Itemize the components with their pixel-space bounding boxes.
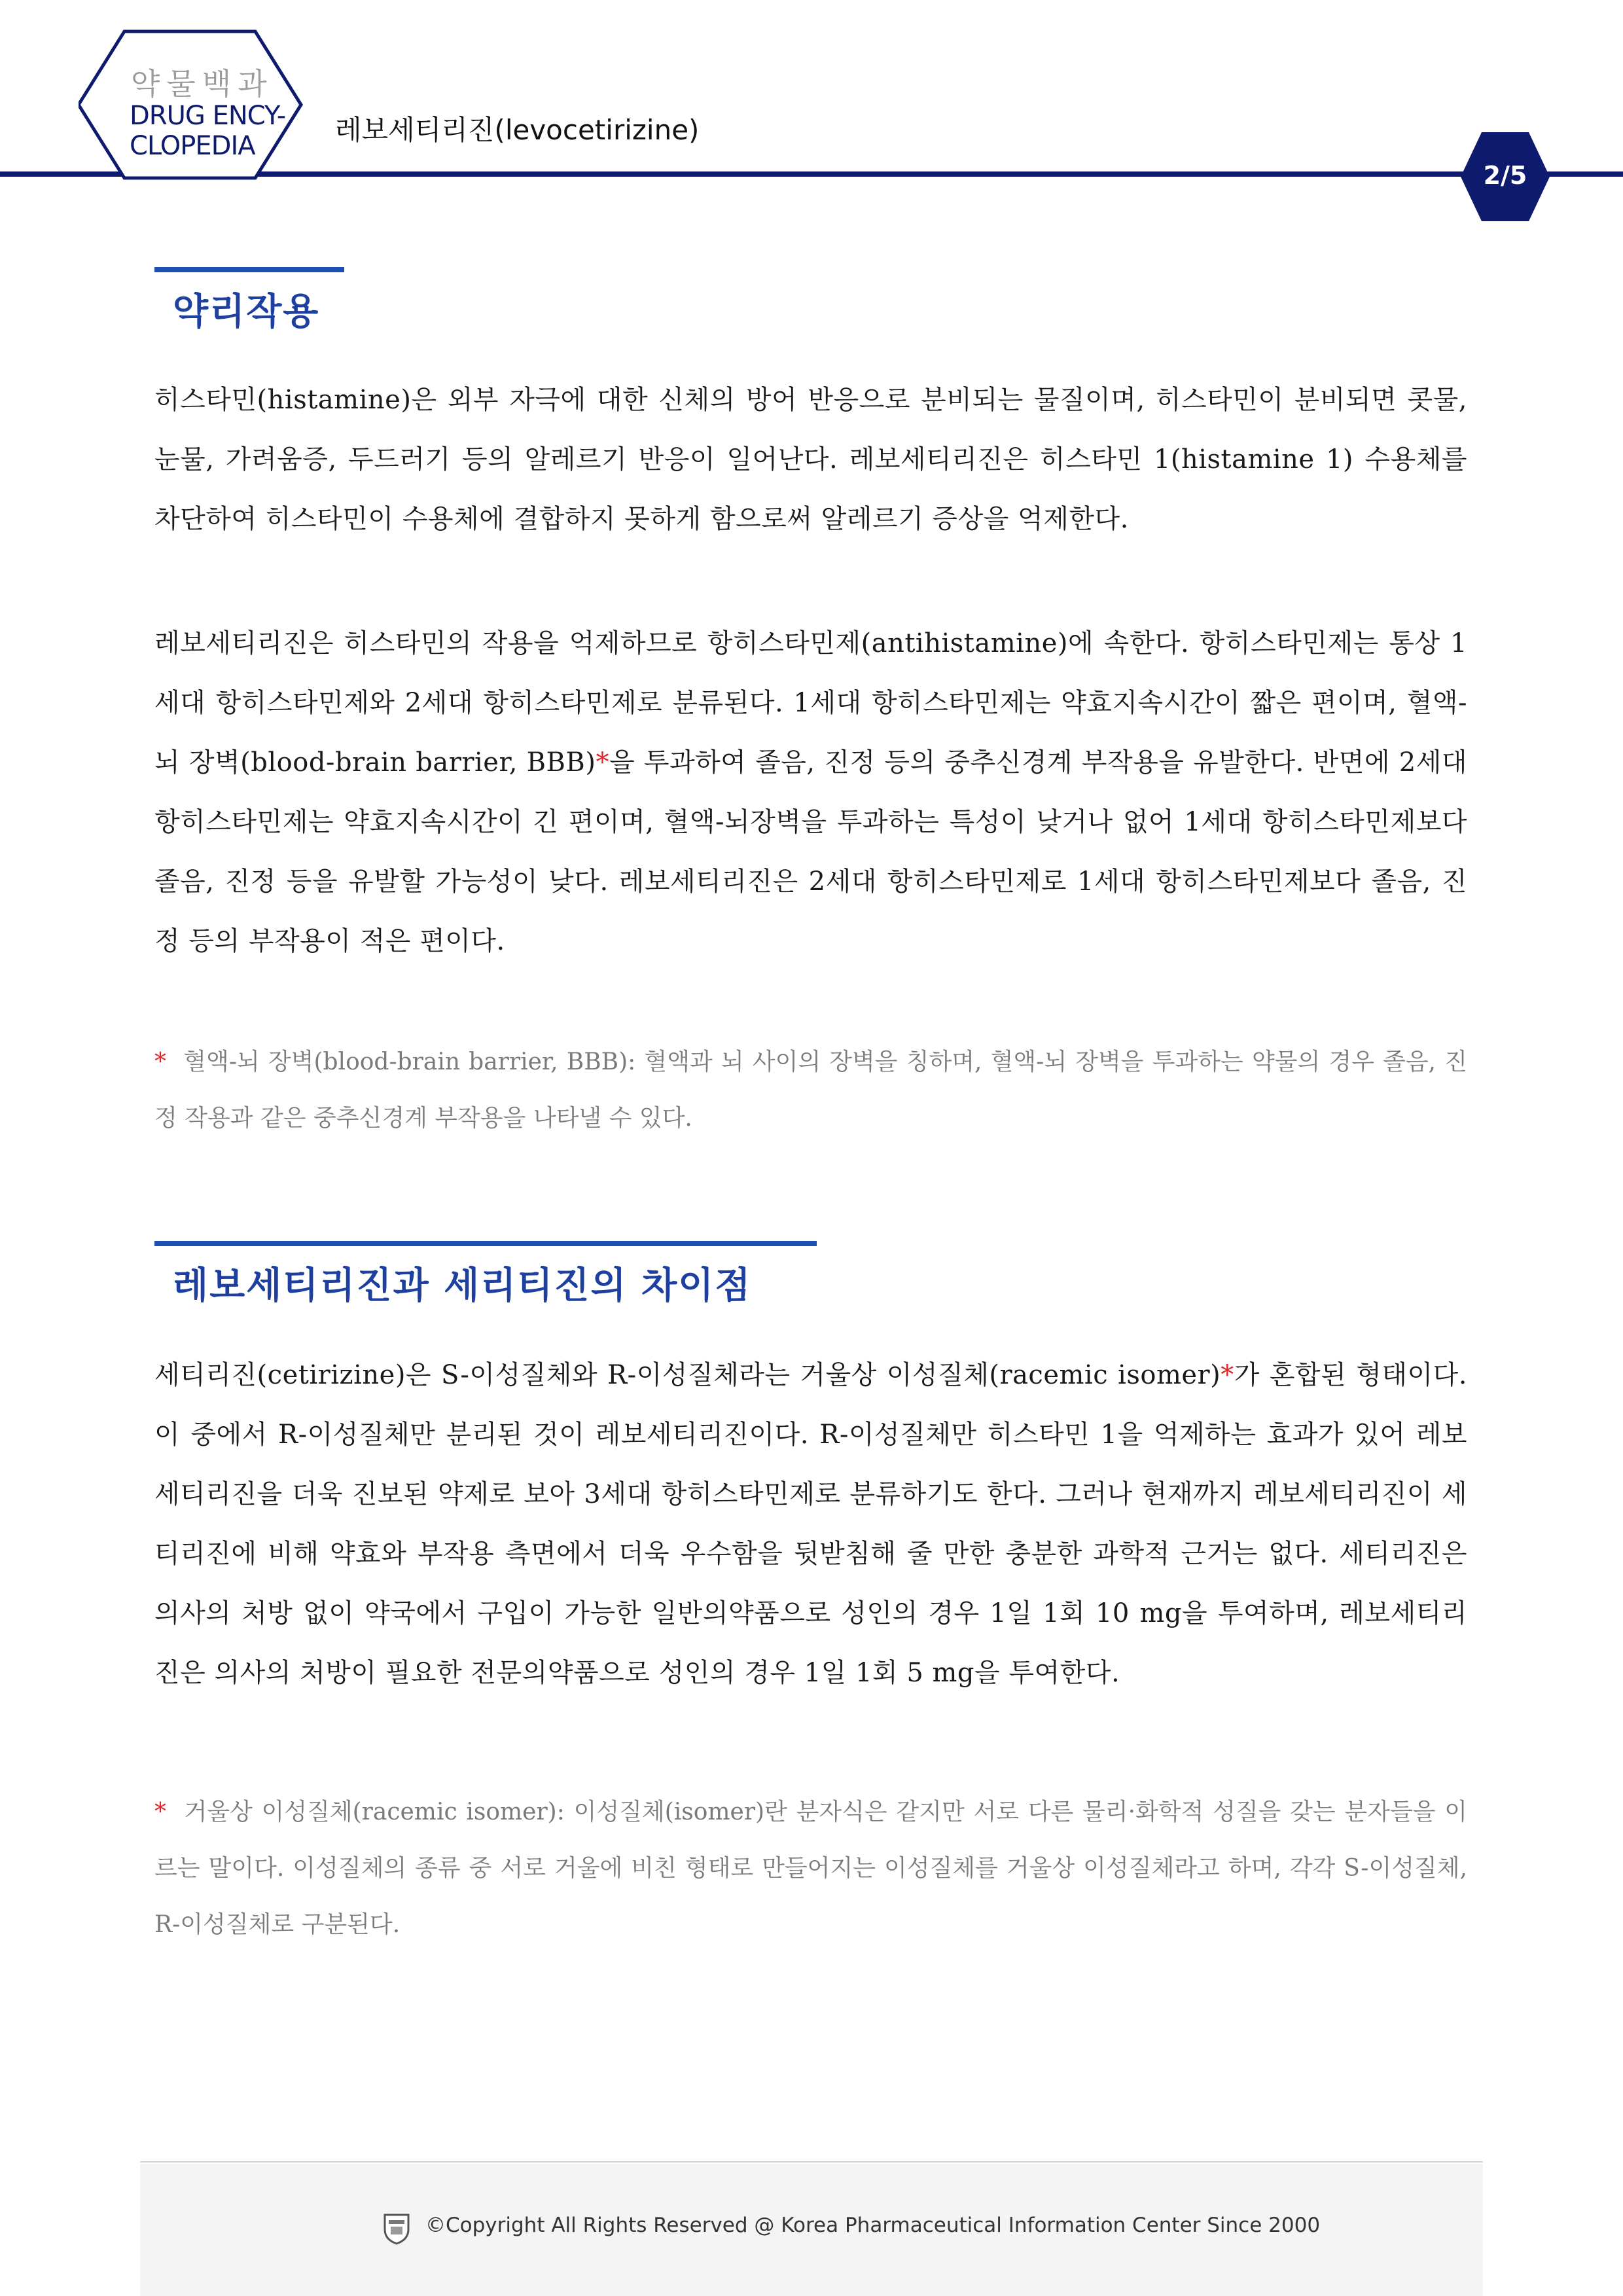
document-title: 레보세티리진(levocetirizine)	[335, 114, 700, 146]
footnote-bbb-text: 혈액-뇌 장벽(blood-brain barrier, BBB): 혈액과 뇌 사이의 장벽을 칭하며, 혈액-뇌 장벽을 투과하는 약물의 경우 졸음, 진정 작용과 같은 중추신경계 부작용을 나타낼 수 있다.	[154, 1049, 1468, 1132]
paragraph-antihistamine-part2: 을 투과하여 졸음, 진정 등의 중추신경계 부작용을 유발한다. 반면에 2세대 항히스타민제는 약효지속시간이 긴 편이며, 혈액-뇌장벽을 투과하는 특성이 낮거나 없어 1세대 항히스타민제보다 졸음, 진정 등을 유발할 가능성이 낮다. 레보세티리진은 2세대 항히스타민제로 1세대 항히스타민제보다 졸음, 진정 등의 부작용이 적은 편이다.	[154, 747, 1467, 956]
footnote-marker-bbb: *	[596, 747, 609, 778]
paragraph-histamine: 히스타민(histamine)은 외부 자극에 대한 신체의 방어 반응으로 분비되는 물질이며, 히스타민이 분비되면 콧물, 눈물, 가려움증, 두드러기 등의 알레르기 반응이 일어난다. 레보세티리진은 히스타민 1(histamine 1) 수용체를 차단하여 히스타민이 수용체에 결합하지 못하게 함으로써 알레르기 증상을 억제한다.	[154, 385, 1467, 534]
footnote-racemic-star: *	[154, 1799, 166, 1825]
paragraph-antihistamine-part1: 레보세티리진은 히스타민의 작용을 억제하므로 항히스타민제(antihistamine)에 속한다. 항히스타민제는 통상 1세대 항히스타민제와 2세대 항히스타민제로 분류된다. 1세대 항히스타민제는 약효지속시간이 짧은 편이며, 혈액-뇌 장벽(blood-brain barrier, BBB)	[154, 628, 1467, 778]
footnote-bbb-star: *	[154, 1049, 166, 1075]
paragraph-cetirizine	[154, 1346, 1467, 1703]
paragraph-cetirizine-part1: 세티리진(cetirizine)은 S-이성질체와 R-이성질체라는 거울상 이성질체(racemic isomer)	[154, 1360, 1221, 1390]
section-title-difference: 레보세티리진과 세리티진의 차이점	[173, 1265, 752, 1307]
logo-english-line1: DRUG ENCY-	[130, 101, 286, 131]
logo-english-line2: CLOPEDIA	[130, 131, 255, 161]
footnote-bbb	[154, 1034, 1467, 1147]
footer-rule	[140, 2161, 1483, 2162]
section-title-pharmacology: 약리작용	[173, 291, 320, 333]
paragraph-cetirizine-part2: 가 혼합된 형태이다. 이 중에서 R-이성질체만 분리된 것이 레보세티리진이다. R-이성질체만 히스타민 1을 억제하는 효과가 있어 레보세티리진을 더욱 진보된 약제로 보아 3세대 항히스타민제로 분류하기도 한다. 그러나 현재까지 레보세티리진이 세티리진에 비해 약효와 부작용 측면에서 더욱 우수함을 뒷받침해 줄 만한 충분한 과학적 근거는 없다. 세티리진은 의사의 처방 없이 약국에서 구입이 가능한 일반의약품으로 성인의 경우 1일 1회 10 mg을 투여하며, 레보세티리진은 의사의 처방이 필요한 전문의약품으로 성인의 경우 1일 1회 5 mg을 투여한다.	[154, 1360, 1468, 1688]
paragraph-antihistamine	[154, 614, 1467, 971]
page-number: 2/5	[1483, 161, 1527, 190]
logo-english-text	[130, 101, 300, 161]
footnote-marker-racemic: *	[1221, 1360, 1234, 1390]
section-bar-pharmacology	[154, 267, 344, 272]
footer-copyright: ©Copyright All Rights Reserved @ Korea Pharmaceutical Information Center Since 2000	[425, 2214, 1321, 2237]
crest-logo-icon	[382, 2212, 411, 2245]
logo-badge	[79, 26, 314, 183]
logo-korean-text: 약물백과	[131, 66, 274, 101]
section-bar-difference	[154, 1241, 817, 1246]
footnote-racemic	[154, 1784, 1467, 1953]
page-number-badge	[1459, 131, 1551, 223]
footnote-racemic-text: 거울상 이성질체(racemic isomer): 이성질체(isomer)란 분자식은 같지만 서로 다른 물리·화학적 성질을 갖는 분자들을 이르는 말이다. 이성질체의 종류 중 서로 거울에 비친 형태로 만들어지는 이성질체를 거울상 이성질체라고 하며, 각각 S-이성질체, R-이성질체로 구분된다.	[154, 1799, 1468, 1938]
